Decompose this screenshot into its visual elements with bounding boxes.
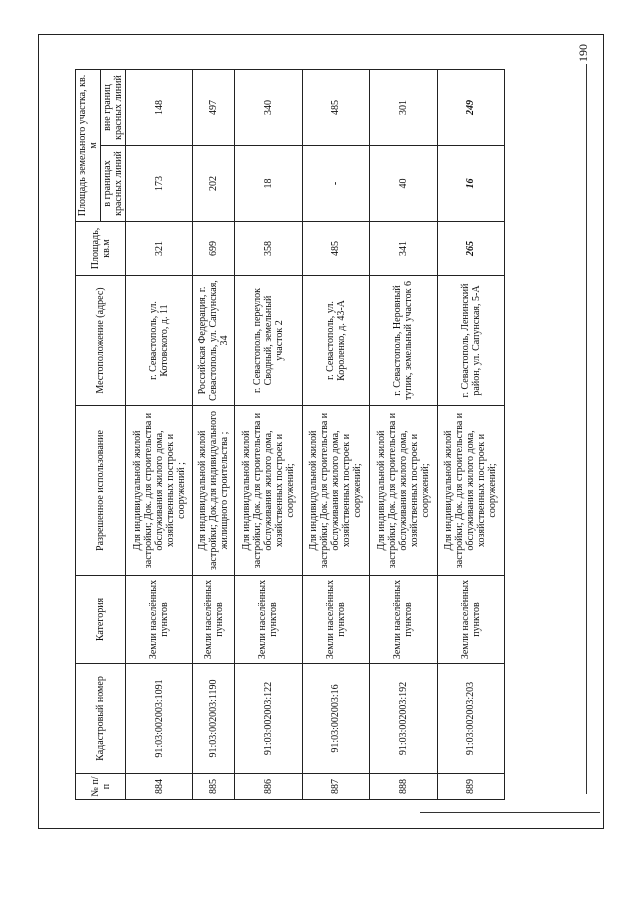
cell-outside: 497 (193, 70, 235, 146)
header-land-area-group: Площадь земельного участка, кв. м (76, 70, 101, 222)
cell-address: Российская Федерация, г. Севастополь, ул. Сапунская, 34 (193, 276, 235, 406)
cell-area: 485 (302, 222, 369, 276)
header-area: Площадь, кв.м (76, 222, 126, 276)
cell-category: Земли населённых пунктов (235, 576, 302, 664)
header-within: в границах красных линий (101, 146, 126, 222)
header-outside: вне границ красных линий (101, 70, 126, 146)
table-header-row (76, 70, 101, 800)
cell-within: 173 (126, 146, 193, 222)
table-row (302, 70, 369, 800)
cell-category: Земли населённых пунктов (302, 576, 369, 664)
cadastral-table (75, 69, 505, 800)
cell-address: г. Севастополь, ул. Короленко, д. 43-А (302, 276, 369, 406)
side-rule (586, 64, 587, 794)
cell-cadastral: 91:03:002003:16 (302, 664, 369, 774)
table-row (126, 70, 193, 800)
cell-area: 321 (126, 222, 193, 276)
cell-address: г. Севастополь, переулок Сводный, земельный участок 2 (235, 276, 302, 406)
cell-use: Для индивидуальной жилой застройки; Док. для строительства и обслуживания жилого дома, хозяйственных построек и сооружений; (235, 406, 302, 576)
cell-cadastral: 91:03:002003:192 (370, 664, 437, 774)
cell-area: 265 (437, 222, 504, 276)
cell-address: г. Севастополь, ул. Котовского, д. 11 (126, 276, 193, 406)
cell-cadastral: 91:03:002003:122 (235, 664, 302, 774)
cell-within: - (302, 146, 369, 222)
cell-category: Земли населённых пунктов (370, 576, 437, 664)
cell-num: 887 (302, 774, 369, 800)
cell-num: 885 (193, 774, 235, 800)
cell-within: 40 (370, 146, 437, 222)
cell-address: г. Севастополь, Неровный тупик, земельный участок 6 (370, 276, 437, 406)
cell-within: 16 (437, 146, 504, 222)
header-cadastral: Кадастровый номер (76, 664, 126, 774)
cell-address: г. Севастополь, Ленинский район, ул. Сапунская, 5-А (437, 276, 504, 406)
cell-category: Земли населённых пунктов (126, 576, 193, 664)
header-num: № п/п (76, 774, 126, 800)
cell-num: 889 (437, 774, 504, 800)
table-row (235, 70, 302, 800)
cell-area: 358 (235, 222, 302, 276)
cell-category: Земли населённых пунктов (193, 576, 235, 664)
cell-area: 699 (193, 222, 235, 276)
header-location: Местоположение (адрес) (76, 276, 126, 406)
cell-num: 884 (126, 774, 193, 800)
cell-use: Для индивидуальной жилой застройки; Док. для строительства и обслуживания жилого дома, хозяйственных построек и сооружений; (370, 406, 437, 576)
cell-outside: 148 (126, 70, 193, 146)
cell-cadastral: 91:03:002003:1091 (126, 664, 193, 774)
rotated-table-container (75, 70, 505, 800)
cell-cadastral: 91:03:002003:1190 (193, 664, 235, 774)
cell-use: Для индивидуальной жилой застройки; Док. для строительства и обслуживания жилого дома, хозяйственных построек и сооружений ; (126, 406, 193, 576)
table-row (437, 70, 504, 800)
cell-within: 202 (193, 146, 235, 222)
cell-category: Земли населённых пунктов (437, 576, 504, 664)
cell-use: Для индивидуальной жилой застройки; Док. для строительства и обслуживания жилого дома, хозяйственных построек и сооружений; (437, 406, 504, 576)
cell-outside: 249 (437, 70, 504, 146)
cell-cadastral: 91:03:002003:203 (437, 664, 504, 774)
cell-outside: 485 (302, 70, 369, 146)
bottom-rule (420, 812, 600, 813)
cell-num: 888 (370, 774, 437, 800)
cell-use: Для индивидуальной жилой застройки; Док. для строительства и обслуживания жилого дома, хозяйственных построек и сооружений; (302, 406, 369, 576)
cell-use: Для индивидуальной жилой застройки; Док.для индивидуального жилищного строительства ; (193, 406, 235, 576)
cell-area: 341 (370, 222, 437, 276)
cell-outside: 301 (370, 70, 437, 146)
header-category: Категория (76, 576, 126, 664)
cell-num: 886 (235, 774, 302, 800)
header-permitted-use: Разрешенное использование (76, 406, 126, 576)
cell-outside: 340 (235, 70, 302, 146)
cell-within: 18 (235, 146, 302, 222)
table-row (370, 70, 437, 800)
table-row (193, 70, 235, 800)
page-number: 190 (576, 44, 590, 62)
